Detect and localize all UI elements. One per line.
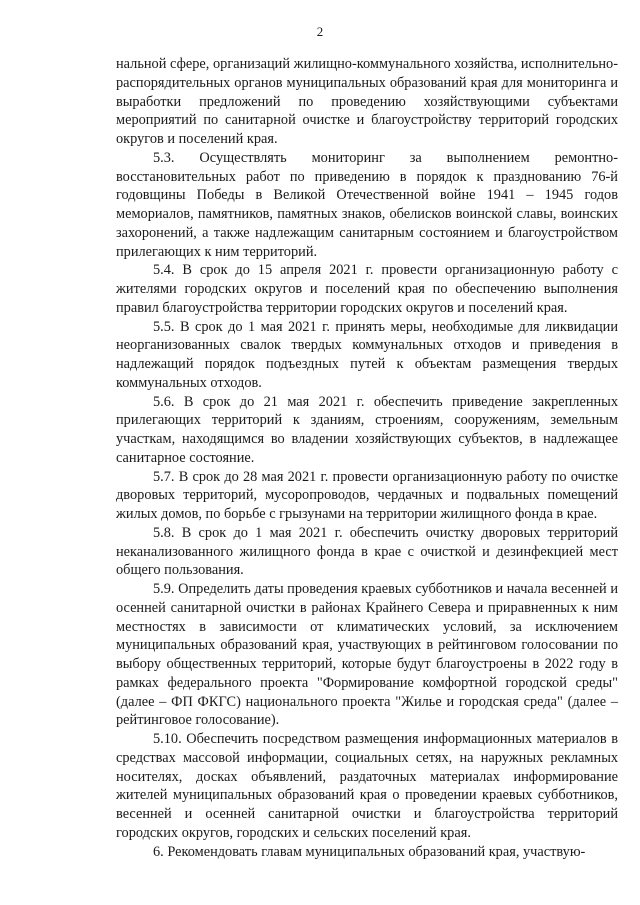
- page-number: 2: [316, 24, 324, 39]
- paragraph-5-5: 5.5. В срок до 1 мая 2021 г. принять меры, необходимые для ликвидации неорганизованных свалок твердых коммунальных отходов и приведения в надлежащий порядок подъездных путей к объектам размещения твердых коммунальных отходов.: [116, 318, 618, 391]
- paragraph-5-8: 5.8. В срок до 1 мая 2021 г. обеспечить очистку дворовых территорий неканализованного жилищного фонда в крае с очисткой и дезинфекцией мест общего пользования.: [116, 524, 618, 579]
- paragraph-5-10: 5.10. Обеспечить посредством размещения информационных материалов в средствах массовой информации, социальных сетях, на наружных рекламных носителях, досках объявлений, раздаточных материалах информирование жителей муниципальных образований края о проведении краевых субботников, весенней и осенней санитарной очистки и благоустройства территорий городских округов, городских и сельских поселений края.: [116, 731, 618, 841]
- paragraph-continuation: нальной сфере, организаций жилищно-коммунального хозяйства, исполнительно-распорядительных органов муниципальных образований края для мониторинга и выработки предложений по проведению хозяйствующими субъектами мероприятий по санитарной очистке и благоустройству территорий городских округов и поселений края.: [116, 56, 618, 147]
- paragraph-6: 6. Рекомендовать главам муниципальных образований края, участвую-: [153, 843, 586, 860]
- paragraph-5-4: 5.4. В срок до 15 апреля 2021 г. провести организационную работу с жителями городских округов и поселений края по обеспечению выполнения правил благоустройства территории городских округов и поселений края.: [116, 262, 618, 316]
- paragraph-5-9: 5.9. Определить даты проведения краевых субботников и начала весенней и осенней санитарной очистки в районах Крайнего Севера и приравненных к ним местностях в зависимости от климатических условий, за исключением муниципальных образований края, участвующих в рейтинговом голосовании по выбору общественных территорий, которые будут благоустроены в 2022 году в рамках федерального проекта "Формирование комфортной городской среды" (далее – ФП ФКГС) национального проекта "Жилье и городская среда" (далее – рейтинговое голосование).: [116, 581, 618, 729]
- paragraph-5-3: 5.3. Осуществлять мониторинг за выполнением ремонтно-восстановительных работ по приведению в порядок к празднованию 76-й годовщины Победы в Великой Отечественной войне 1941 – 1945 годов мемориалов, памятников, памятных знаков, обелисков воинской славы, воинских захоронений, а также надлежащим санитарным состоянием и благоустройством прилегающих к ним территорий.: [116, 149, 618, 260]
- paragraph-5-7: 5.7. В срок до 28 мая 2021 г. провести организационную работу по очистке дворовых территорий, мусоропроводов, чердачных и подвальных помещений жилых домов, по борьбе с грызунами на территории жилищного фонда в крае.: [116, 468, 618, 522]
- document-body: [116, 55, 618, 861]
- paragraph-5-6: 5.6. В срок до 21 мая 2021 г. обеспечить приведение закрепленных прилегающих территорий к зданиям, строениям, сооружениям, земельным участкам, находящимся во владении хозяйствующих субъектов, в надлежащее санитарное состояние.: [116, 393, 618, 466]
